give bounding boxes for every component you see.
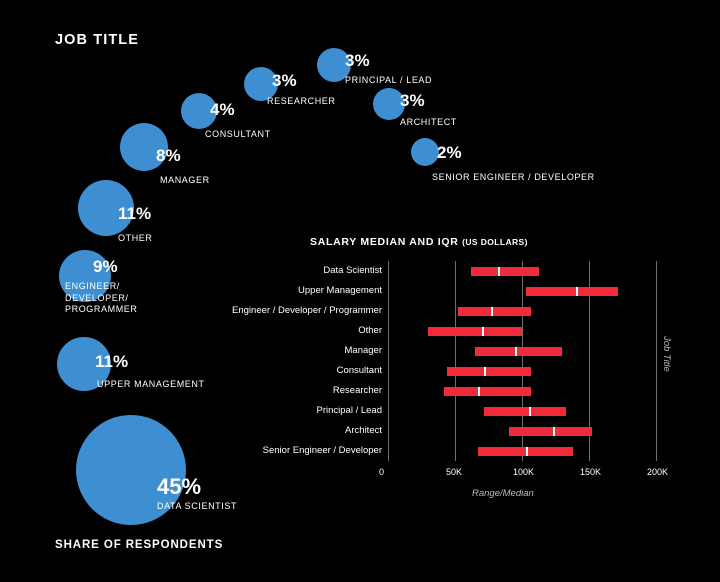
salary-median-marker <box>478 387 480 396</box>
salary-median-marker <box>526 447 528 456</box>
y-axis-caption: Job Title <box>661 336 672 372</box>
bubble-category-label: ENGINEER/ DEVELOPER/ PROGRAMMER <box>65 281 138 314</box>
salary-median-marker <box>553 427 555 436</box>
y-axis-category-label: Researcher <box>332 385 382 396</box>
y-axis-category-label: Other <box>358 325 382 336</box>
salary-iqr-bar <box>458 307 532 316</box>
y-axis-category-label: Senior Engineer / Developer <box>262 445 382 456</box>
bubble-value-label: 3% <box>272 71 297 90</box>
salary-median-marker <box>576 287 578 296</box>
bubble-category-label: DATA SCIENTIST <box>157 501 238 511</box>
bubble-value-label: 4% <box>210 100 235 119</box>
salary-iqr-bar <box>428 327 522 336</box>
bubble-value-label: 11% <box>95 352 129 371</box>
x-gridline <box>656 261 657 461</box>
bubble-circle <box>411 138 439 166</box>
x-axis-caption: Range/Median <box>472 488 534 499</box>
y-axis-category-label: Upper Management <box>298 285 382 296</box>
salary-iqr-bar <box>444 387 531 396</box>
bubble-category-label: PRINCIPAL / LEAD <box>345 75 433 85</box>
y-axis-category-label: Data Scientist <box>323 265 382 276</box>
x-gridline <box>455 261 456 461</box>
y-axis-category-label: Consultant <box>336 365 382 376</box>
bubble-value-label: 9% <box>93 257 118 276</box>
salary-iqr-bar <box>526 287 618 296</box>
bubble-value-label: 3% <box>400 91 425 110</box>
salary-iqr-bar <box>447 367 531 376</box>
salary-iqr-bar <box>475 347 562 356</box>
x-axis-tick-label: 100K <box>513 467 535 477</box>
page-title: JOB TITLE <box>55 32 140 48</box>
bubble-value-label: 45% <box>157 474 202 499</box>
salary-chart-units: (US DOLLARS) <box>462 237 528 247</box>
salary-median-marker <box>515 347 517 356</box>
y-axis-category-label: Engineer / Developer / Programmer <box>232 305 382 316</box>
bubble-chart-caption: SHARE OF RESPONDENTS <box>55 539 224 551</box>
salary-median-marker <box>484 367 486 376</box>
salary-iqr-bar <box>484 407 566 416</box>
salary-median-marker <box>491 307 493 316</box>
x-axis-tick-label: 200K <box>647 467 669 477</box>
bubble-category-label: SENIOR ENGINEER / DEVELOPER <box>432 172 595 182</box>
salary-iqr-bar <box>471 267 539 276</box>
salary-iqr-bar <box>509 427 592 436</box>
bubble-category-label: ARCHITECT <box>400 117 457 127</box>
salary-chart-title-text: SALARY MEDIAN AND IQR <box>310 236 459 248</box>
bubble-value-label: 3% <box>345 51 370 70</box>
x-axis-tick-label: 0 <box>379 467 385 477</box>
y-axis-category-label: Architect <box>345 425 382 436</box>
salary-median-marker <box>529 407 531 416</box>
bubble-category-label: CONSULTANT <box>205 129 271 139</box>
salary-median-marker <box>498 267 500 276</box>
bubble-value-label: 8% <box>156 146 181 165</box>
bubble-value-label: 11% <box>118 204 152 223</box>
x-axis-tick-label: 50K <box>446 467 463 477</box>
y-axis-category-label: Principal / Lead <box>316 405 382 416</box>
salary-chart-title <box>310 236 528 248</box>
x-gridline <box>388 261 389 461</box>
salary-median-marker <box>482 327 484 336</box>
bubble-value-label: 2% <box>437 143 462 162</box>
bubble-category-label: MANAGER <box>160 175 210 185</box>
bubble-category-label: UPPER MANAGEMENT <box>97 379 205 389</box>
x-axis-tick-label: 150K <box>580 467 602 477</box>
bubble-category-label: OTHER <box>118 233 153 243</box>
bubble-category-label: RESEARCHER <box>267 96 336 106</box>
salary-chart-panel <box>232 228 720 528</box>
y-axis-category-label: Manager <box>344 345 382 356</box>
